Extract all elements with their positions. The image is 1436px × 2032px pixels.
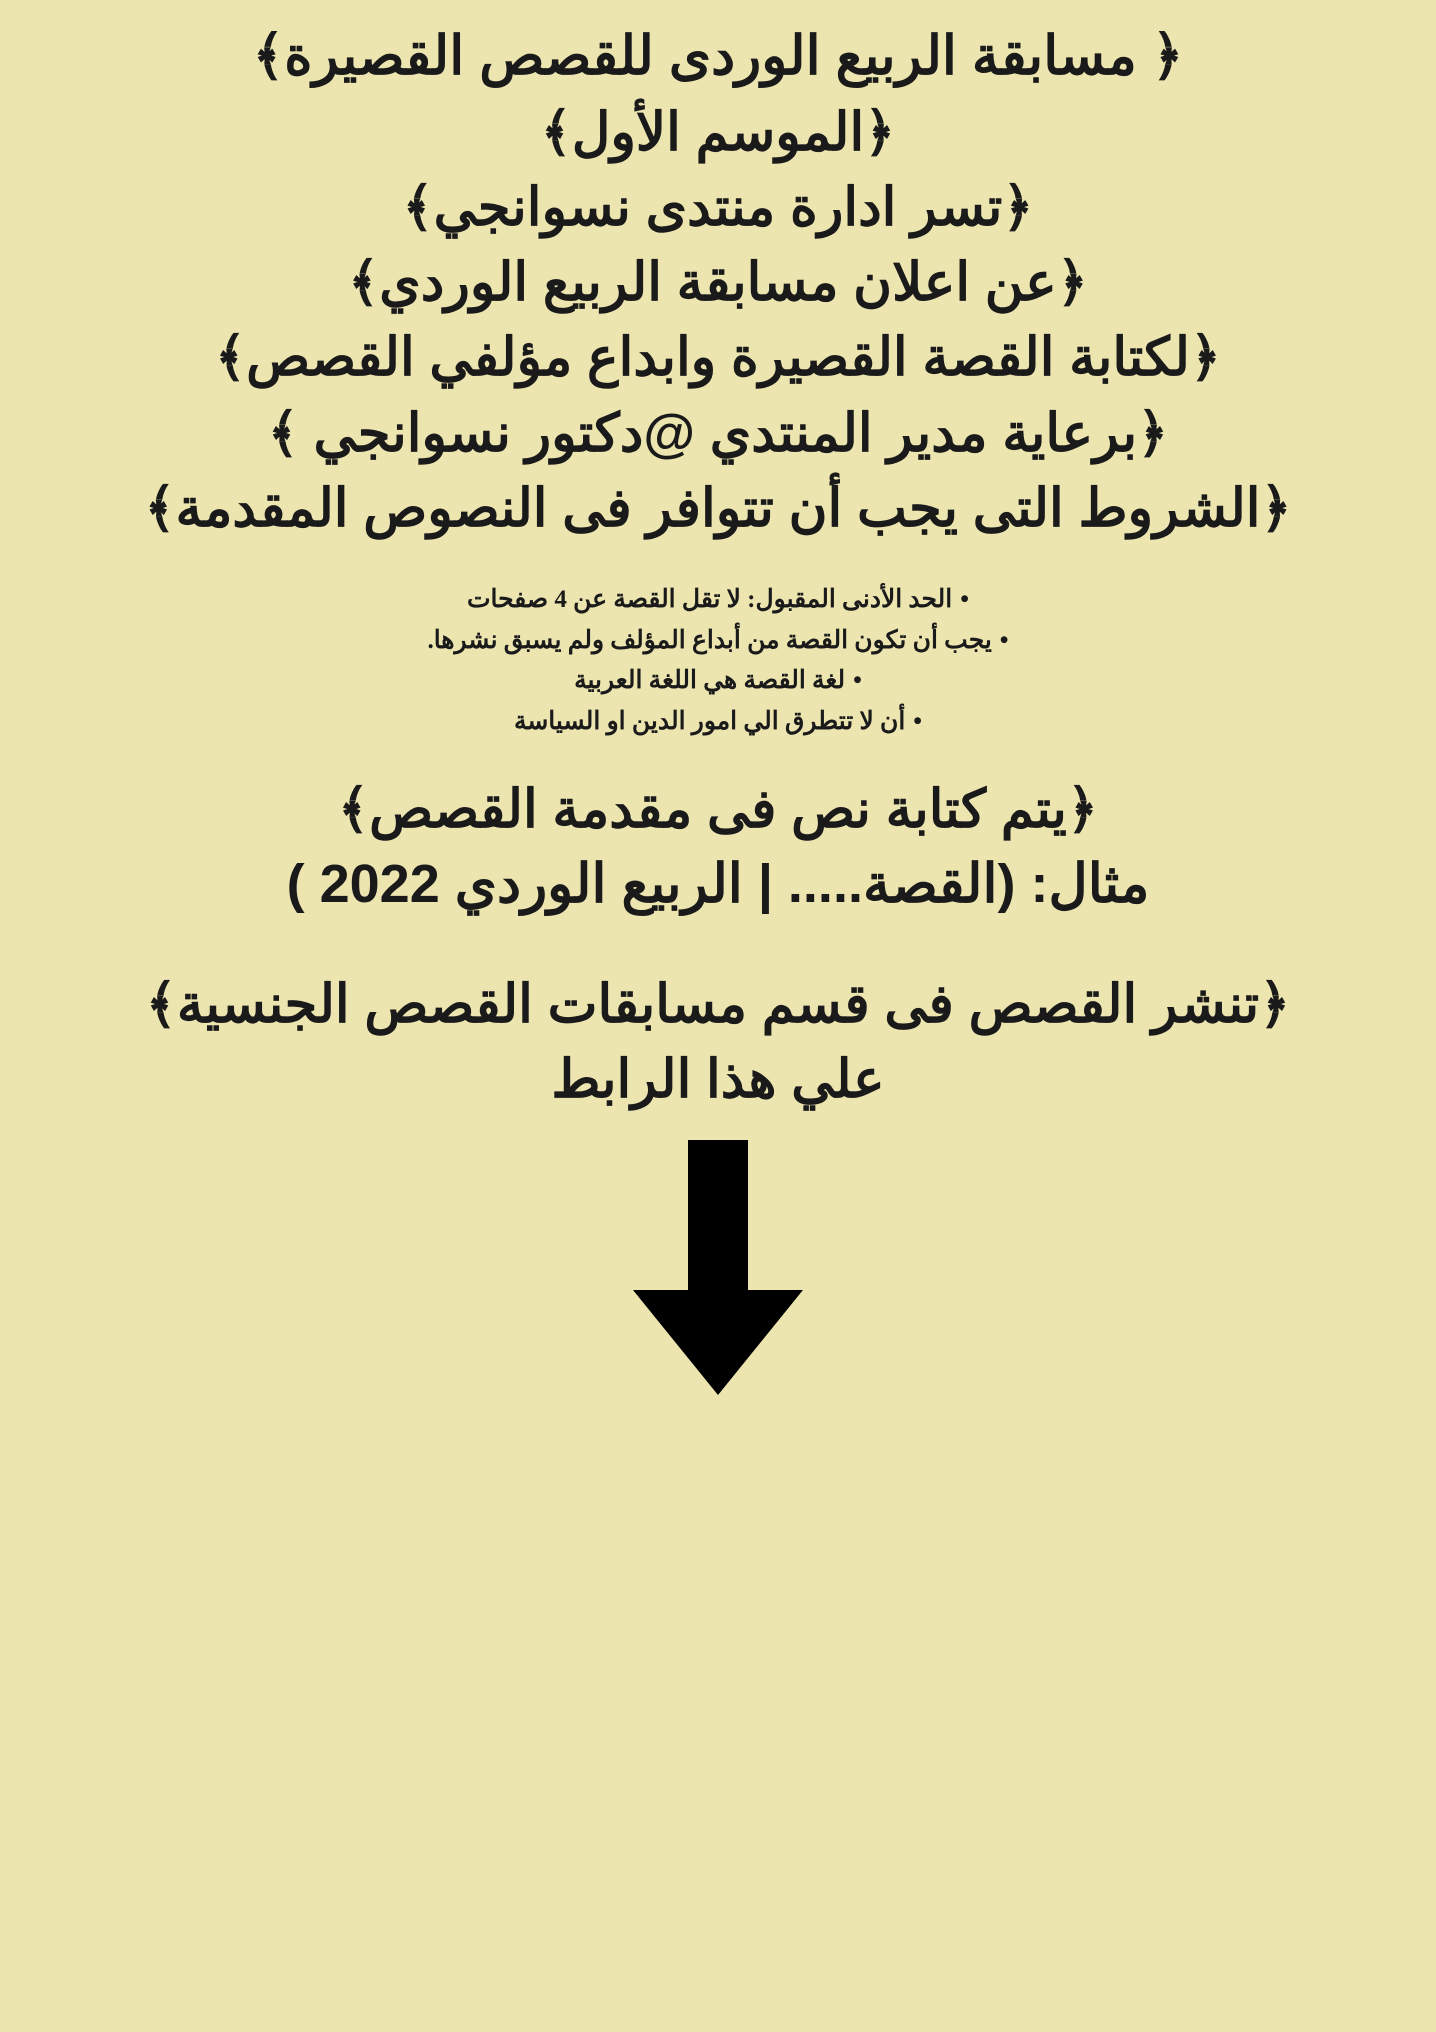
- arrow-down-icon: [633, 1140, 803, 1400]
- poster-headline-6: ﴿برعاية مدير المنتدي @دكتور نسوانجي ﴾: [267, 403, 1169, 463]
- poster-conditions-list: [24, 580, 1412, 742]
- poster-conditions-heading: ﴿الشروط التى يجب أن تتوافر فى النصوص المقدمة﴾: [144, 478, 1292, 538]
- poster-headline-2: ﴿الموسم الأول﴾: [540, 102, 896, 162]
- poster-title-example: مثال: (القصة..... | الربيع الوردي 2022 ): [286, 854, 1150, 915]
- poster-headline-3: ﴿تسر ادارة منتدى نسوانجي﴾: [402, 177, 1034, 237]
- spacer: [24, 923, 1412, 967]
- spacer: [24, 748, 1412, 772]
- poster-headline-1: ﴿ مسابقة الربيع الوردى للقصص القصيرة﴾: [252, 26, 1184, 86]
- list-item: • لغة القصة هي اللغة العربية: [24, 661, 1412, 702]
- list-item: • الحد الأدنى المقبول: لا تقل القصة عن 4 صفحات: [24, 580, 1412, 621]
- poster-headline-5: ﴿لكتابة القصة القصيرة وابداع مؤلفي القصص﴾: [215, 328, 1221, 388]
- poster-headline-4: ﴿عن اعلان مسابقة الربيع الوردي﴾: [348, 253, 1088, 313]
- list-item: • أن لا تتطرق الي امور الدين او السياسة: [24, 702, 1412, 743]
- poster-publish-note: ﴿تنشر القصص فى قسم مسابقات القصص الجنسية﴾: [145, 975, 1291, 1035]
- list-item: • يجب أن تكون القصة من أبداع المؤلف ولم يسبق نشرها.: [24, 621, 1412, 662]
- arrow-container: [24, 1140, 1412, 1400]
- poster-link-note: علي هذا الرابط: [551, 1050, 885, 1110]
- poster-title-rule: ﴿يتم كتابة نص فى مقدمة القصص﴾: [338, 780, 1098, 840]
